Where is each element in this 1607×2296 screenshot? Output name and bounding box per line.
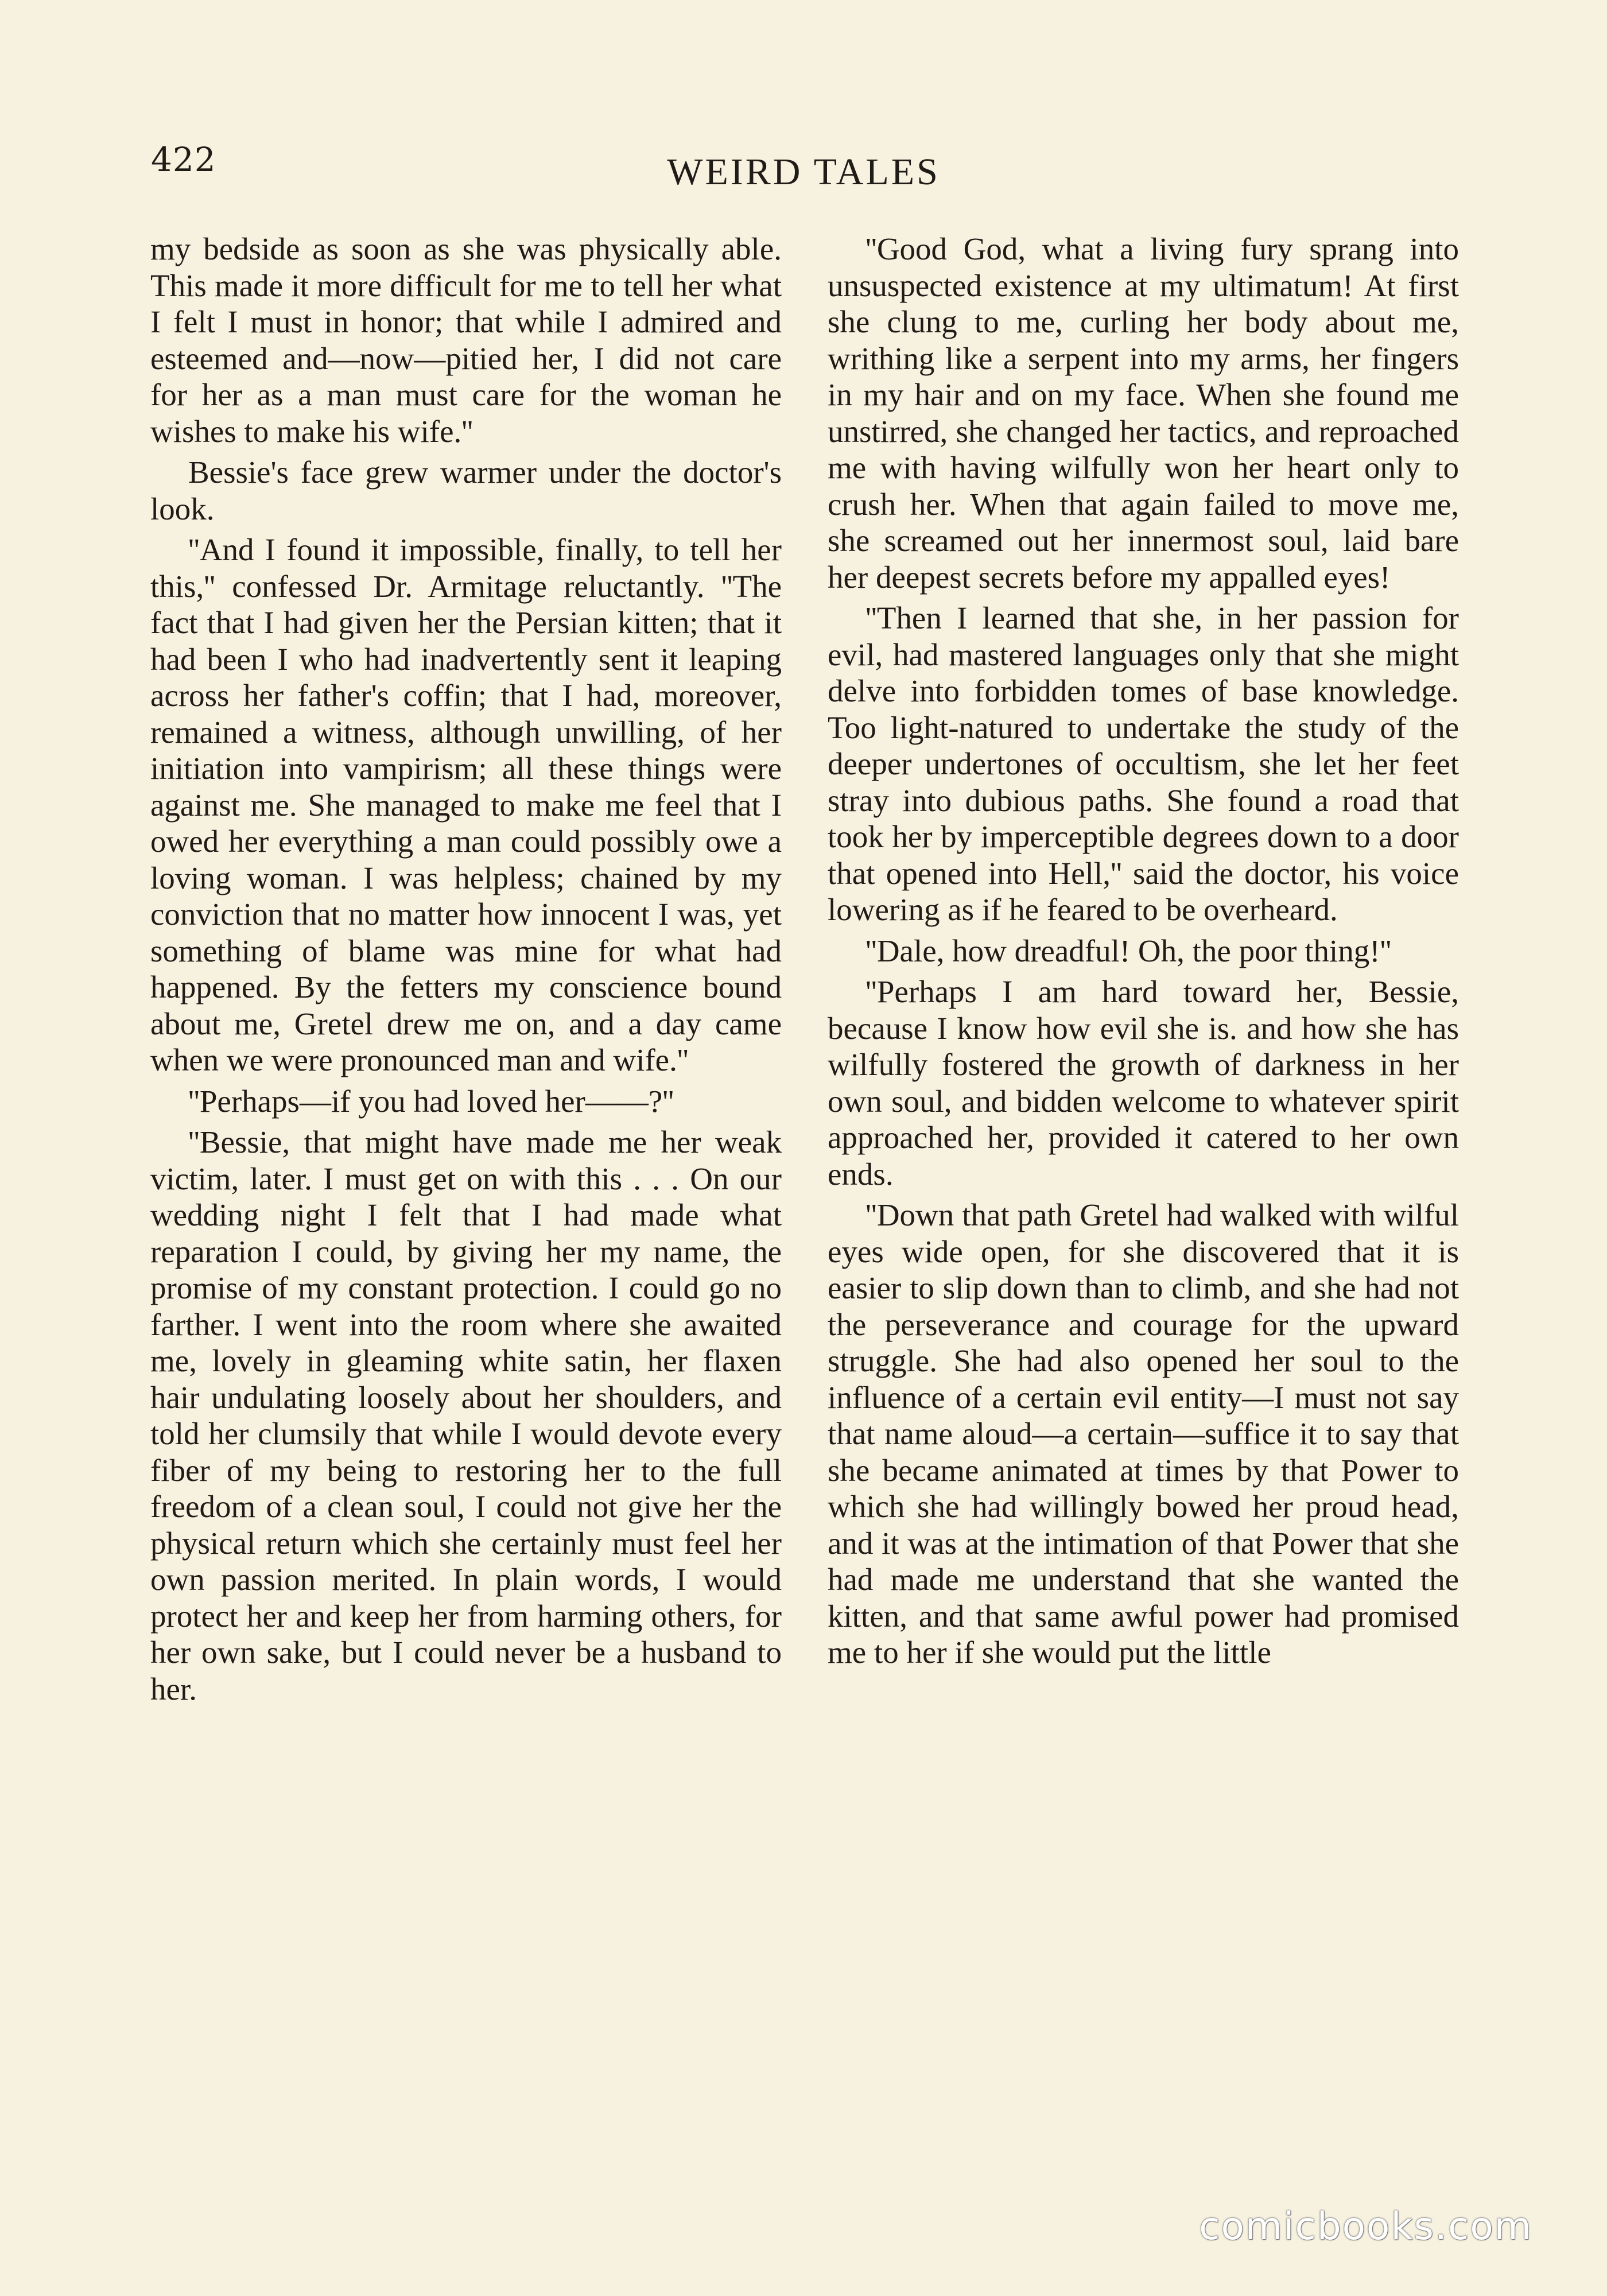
watermark-logo: comicbooks.com bbox=[1199, 2204, 1532, 2248]
right-column bbox=[828, 231, 1459, 1676]
paragraph: ''And I found it impossible, finally, to tell her this,'' confessed Dr. Armitage reluctantly. ''The fact that I had given her the Persian kitten; that it had been I who had inadvertently sent it leaping across her father's coffin; that I had, moreover, remained a witness, although unwilling, of her initiation into vampirism; all these things were against me. She managed to make me feel that I owed her everything a man could possibly owe a loving woman. I was helpless; chained by my conviction that no matter how innocent I was, yet something of blame was mine for what had happened. By the fetters my conscience bound about me, Gretel drew me on, and a day came when we were pronounced man and wife.'' bbox=[150, 532, 782, 1077]
left-column bbox=[150, 231, 782, 1712]
paragraph: ''Perhaps I am hard toward her, Bessie, because I know how evil she is. and how she has wilfully fostered the growth of darkness in her own soul, and bidden welcome to whatever spirit approached her, provided it catered to her own ends. bbox=[828, 974, 1459, 1192]
paragraph: ''Good God, what a living fury sprang into unsuspected existence at my ultimatum! At first she clung to me, curling her body about me, writhing like a serpent into my arms, her fingers in my hair and on my face. When she found me unstirred, she changed her tactics, and reproached me with having wilfully won her heart only to crush her. When that again failed to move me, she screamed out her innermost soul, laid bare her deepest secrets before my appalled eyes! bbox=[828, 231, 1459, 595]
paragraph: ''Down that path Gretel had walked with wilful eyes wide open, for she discovered that it is easier to slip down than to climb, and she had not the perseverance and courage for the upward struggle. She had also opened her soul to the influence of a certain evil entity—I must not say that name aloud—a certain—suffice it to say that she became animated at times by that Power to which she had willingly bowed her proud head, and it was at the intimation of that Power that she had made me understand that she wanted the kitten, and that same awful power had promised me to her if she would put the little bbox=[828, 1197, 1459, 1670]
paragraph: Bessie's face grew warmer under the doctor's look. bbox=[150, 455, 782, 526]
paragraph: ''Then I learned that she, in her passion for evil, had mastered languages only that she might delve into forbidden tomes of base knowledge. Too light-natured to undertake the study of the deeper undertones of occultism, she let her feet stray into dubious paths. She found a road that took her by imperceptible degrees down to a door that opened into Hell,'' said the doctor, his voice lowering as if he feared to be overheard. bbox=[828, 600, 1459, 927]
paragraph: ''Perhaps—if you had loved her——?'' bbox=[188, 1083, 674, 1119]
running-title: WEIRD TALES bbox=[667, 151, 940, 193]
page-number: 422 bbox=[151, 140, 216, 179]
paragraph: ''Dale, how dreadful! Oh, the poor thing!'' bbox=[865, 933, 1392, 968]
paragraph: my bedside as soon as she was physically able. This made it more difficult for me to tell her what I felt I must in honor; that while I admired and esteemed and—now—pitied her, I did not care for her as a man must care for the woman he wishes to make his wife.'' bbox=[150, 231, 782, 449]
paragraph: ''Bessie, that might have made me her weak victim, later. I must get on with this . . . On our wedding night I felt that I had made what reparation I could, by giving her my name, the promise of my constant protection. I could go no farther. I went into the room where she awaited me, lovely in gleaming white satin, her flaxen hair undulating loosely about her shoulders, and told her clumsily that while I would devote every fiber of my being to restoring her to the full freedom of a clean soul, I could not give her the physical return which she certainly must feel her own passion merited. In plain words, I would protect her and keep her from harming others, for her own sake, but I could never be a husband to her. bbox=[150, 1124, 782, 1707]
